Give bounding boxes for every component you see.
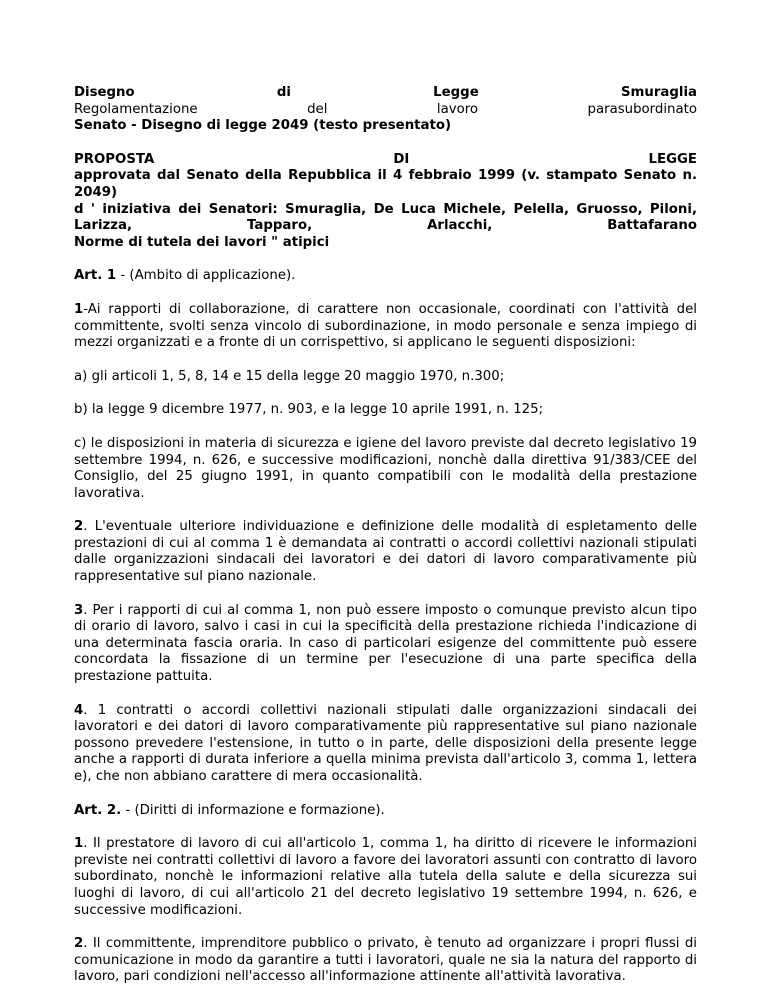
proposal-title: Norme di tutela dei lavori " atipici bbox=[74, 234, 330, 250]
header-word: di bbox=[276, 85, 291, 100]
art1-paragraph-3: 3. Per i rapporti di cui al comma 1, non può essere imposto o comunque previsto alcun tipo di orario di lavoro, salvo i casi in cui la specificità della prestazione richieda l'indicazione di una determinata fascia oraria. In caso di particolari esigenze del committente può essere concordata la fissazione di un termine per l'esecuzione di una parte specifica della prestazione pattuita. bbox=[74, 602, 697, 685]
header-senate-line: Senato - Disegno di legge 2049 (testo presentato) bbox=[74, 118, 452, 134]
art2-paragraph-2: 2. Il committente, imprenditore pubblico o privato, è tenuto ad organizzare i propri flussi di comunicazione in modo da garantire a tutti i lavoratori, quale ne sia la natura del rapporto di lavoro, pari condizioni nell'accesso all'informazione attinente all'attività lavorativa. bbox=[74, 936, 697, 985]
proposal-heading bbox=[74, 152, 697, 169]
art1-item-c: c) le disposizioni in materia di sicurezza e igiene del lavoro previste dal decreto legislativo 19 settembre 1994, n. 626, e successive modificazioni, nonchè dalla direttiva 91/383/CEE del Consiglio, del 25 giugno 1991, in quanto compatibili con le modalità della prestazione lavorativa. bbox=[74, 435, 697, 501]
art2-paragraph-1: 1. Il prestatore di lavoro di cui all'articolo 1, comma 1, ha diritto di ricevere le informazioni previste nei contratti collettivi di lavoro a favore dei lavoratori assunti con contratto di lavoro subordinato, nonchè le informazioni relative alla tutela della salute e della sicurezza sui luoghi di lavoro, di cui all'articolo 21 del decreto legislativo 19 settembre 1994, n. 626, e successive modificazioni. bbox=[74, 836, 697, 918]
art1-heading: Art. 1 - (Ambito di applicazione). bbox=[74, 268, 296, 284]
header-word: lavoro bbox=[436, 101, 479, 117]
art1-item-b: b) la legge 9 dicembre 1977, n. 903, e la legge 10 aprile 1991, n. 125; bbox=[74, 402, 544, 418]
art2-heading: Art. 2. - (Diritti di informazione e formazione). bbox=[74, 802, 385, 818]
proposal-word: LEGGE bbox=[648, 151, 697, 167]
proposal-initiative: d ' iniziativa dei Senatori: Smuraglia, De Luca Michele, Pelella, Gruosso, Piloni, bbox=[74, 201, 697, 217]
document-body bbox=[74, 85, 697, 1003]
senator-name: Arlacchi, bbox=[427, 218, 493, 234]
art1-paragraph-4: 4. 1 contratti o accordi collettivi nazionali stipulati dalle organizzazioni sindacali dei lavoratori e dei datori di lavoro comparativamente più rappresentative sul piano nazionale possono prevedere l'estensione, in tutto o in parte, delle disposizioni della presente legge anche a rapporti di durata inferiore a quella minima prevista dall'articolo 3, comma 1, lettera e), che non abbiano carattere di mera occasionalità. bbox=[74, 702, 697, 784]
header-word: Disegno bbox=[74, 85, 135, 100]
header-word: Legge bbox=[433, 85, 479, 100]
proposal-word: DI bbox=[393, 151, 410, 167]
header-word: del bbox=[307, 101, 328, 117]
senator-name: Battafarano bbox=[607, 218, 697, 234]
header-word: Smuraglia bbox=[620, 85, 697, 100]
header-line-1 bbox=[74, 85, 697, 102]
header-line-2 bbox=[74, 102, 697, 119]
proposal-word: PROPOSTA bbox=[74, 151, 155, 167]
proposal-approved: approvata dal Senato della Repubblica il 4 febbraio 1999 (v. stampato Senato n. 2049) bbox=[74, 168, 697, 200]
header-word: parasubordinato bbox=[587, 101, 697, 117]
header-word: Regolamentazione bbox=[74, 101, 198, 117]
art1-paragraph-1: 1-Ai rapporti di collaborazione, di carattere non occasionale, coordinati con l'attività del committente, svolti senza vincolo di subordinazione, in modo personale e senza impiego di mezzi organizzati e a fronte di un corrispettivo, si applicano le seguenti disposizioni: bbox=[74, 301, 697, 351]
senator-name: Larizza, bbox=[74, 218, 133, 234]
proposal-initiative-2 bbox=[74, 218, 697, 235]
art1-paragraph-2: 2. L'eventuale ulteriore individuazione e definizione delle modalità di espletamento delle prestazioni di cui al comma 1 è demandata ai contratti o accordi collettivi nazionali stipulati dalle organizzazioni sindacali dei lavoratori e dei datori di lavoro comparativamente più rappresentative sul piano nazionale. bbox=[74, 519, 697, 585]
senator-name: Tapparo, bbox=[247, 218, 313, 234]
art1-item-a: a) gli articoli 1, 5, 8, 14 e 15 della legge 20 maggio 1970, n.300; bbox=[74, 368, 505, 384]
